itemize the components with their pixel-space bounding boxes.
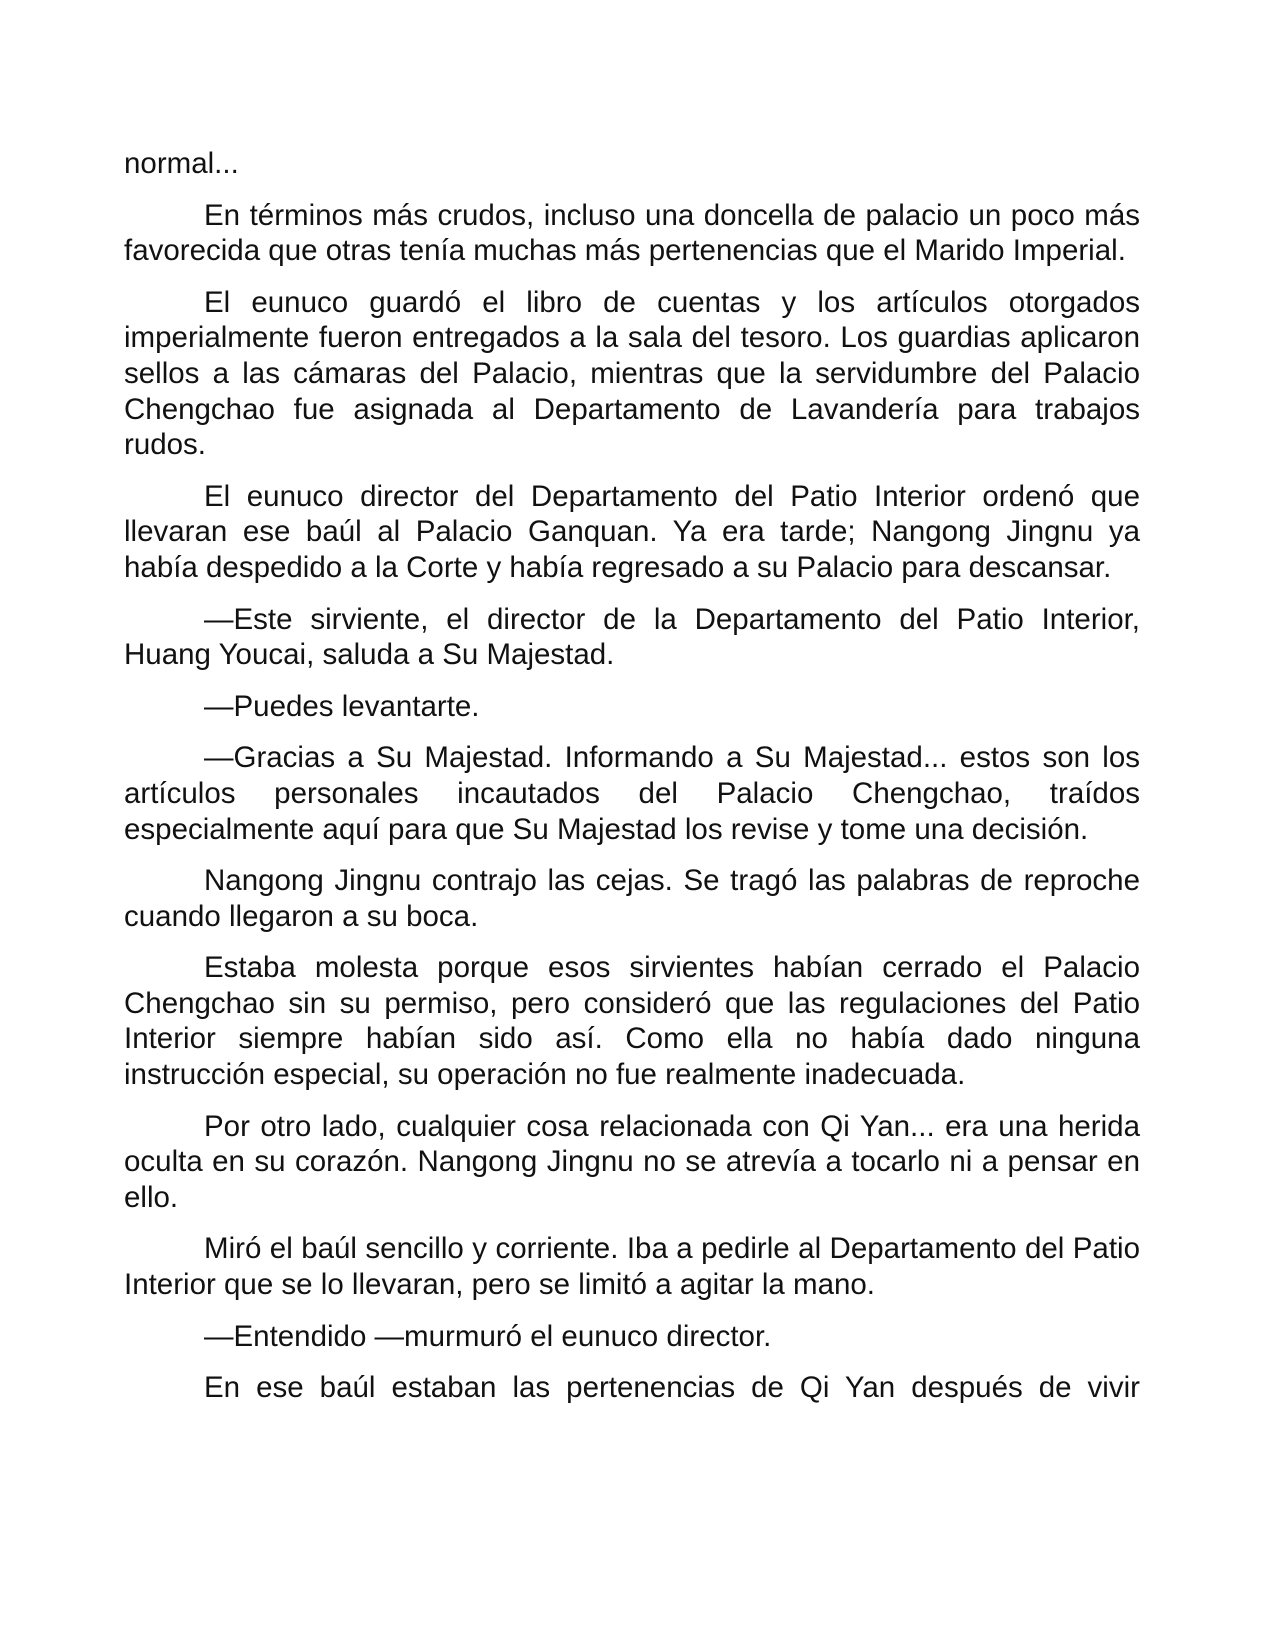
paragraph: Estaba molesta porque esos sirvientes habían cerrado el Palacio Chengchao sin su permiso, pero consideró que las regulaciones del Patio Interior siempre habían sido así. Como ella no había dado ninguna instrucción especial, su operación no fue realmente inadecuada. bbox=[124, 951, 1140, 1092]
paragraph: En términos más crudos, incluso una doncella de palacio un poco más favorecida que otras tenía muchas más pertenencias que el Marido Imperial. bbox=[124, 198, 1140, 268]
paragraph: El eunuco guardó el libro de cuentas y los artículos otorgados imperialmente fueron entregados a la sala del tesoro. Los guardias aplicaron sellos a las cámaras del Palacio, mientras que la servidumbre del Palacio Chengchao fue asignada al Departamento de Lavandería para trabajos rudos. bbox=[124, 285, 1140, 462]
dialogue-paragraph: —Puedes levantarte. bbox=[204, 689, 480, 723]
dialogue-paragraph: —Entendido —murmuró el eunuco director. bbox=[204, 1319, 772, 1353]
paragraph: Por otro lado, cualquier cosa relacionada con Qi Yan... era una herida oculta en su corazón. Nangong Jingnu no se atrevía a tocarlo ni a pensar en ello. bbox=[124, 1109, 1140, 1214]
paragraph-continuation: normal... bbox=[124, 147, 239, 180]
dialogue-paragraph: —Gracias a Su Majestad. Informando a Su Majestad... estos son los artículos personales incautados del Palacio Chengchao, traídos especialmente aquí para que Su Majestad los revise y tome una decisión. bbox=[124, 741, 1140, 846]
paragraph: Miró el baúl sencillo y corriente. Iba a pedirle al Departamento del Patio Interior que se lo llevaran, pero se limitó a agitar la mano. bbox=[124, 1232, 1140, 1302]
paragraph: Nangong Jingnu contrajo las cejas. Se tragó las palabras de reproche cuando llegaron a su boca. bbox=[124, 864, 1140, 933]
body-text bbox=[124, 146, 1140, 1422]
paragraph: El eunuco director del Departamento del Patio Interior ordenó que llevaran ese baúl al Palacio Ganquan. Ya era tarde; Nangong Jingnu ya había despedido a la Corte y había regresado a su Palacio para descansar. bbox=[124, 479, 1140, 584]
dialogue-paragraph: —Este sirviente, el director de la Departamento del Patio Interior, Huang Youcai, saluda a Su Majestad. bbox=[124, 602, 1140, 672]
paragraph-cut-off: En ese baúl estaban las pertenencias de Qi Yan después de vivir bbox=[204, 1371, 1140, 1405]
